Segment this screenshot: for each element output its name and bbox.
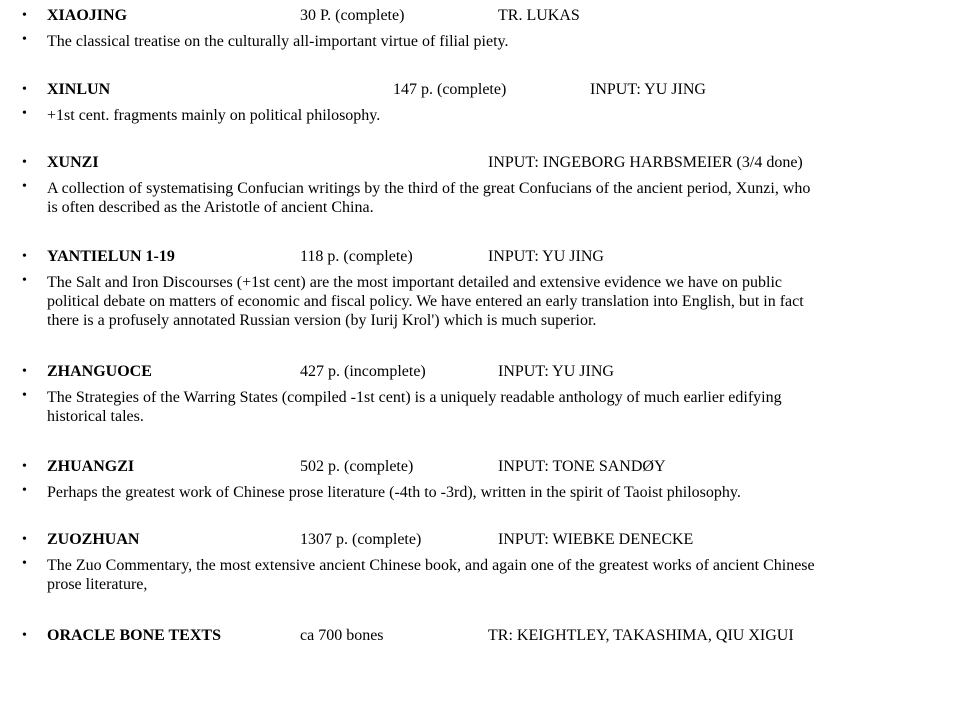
entry-heading [0,530,960,549]
entry-description [0,388,960,426]
entry-credit: INPUT: YU JING [488,248,604,265]
catalog-entry [0,6,960,51]
entry-title: YANTIELUN 1-19 [47,248,175,265]
entry-credit: INPUT: INGEBORG HARBSMEIER (3/4 done) [488,154,803,171]
entry-title: XIAOJING [47,7,128,24]
entry-heading [0,153,960,172]
bullet-icon: • [22,8,27,23]
entry-credit: TR: KEIGHTLEY, TAKASHIMA, QIU XIGUI [488,627,794,644]
description-line: The Zuo Commentary, the most extensive ancient Chinese book, and again one of the greatest works of ancient Chinese [47,557,815,574]
entry-heading [0,80,960,99]
description-line: +1st cent. fragments mainly on political philosophy. [47,107,381,124]
description-text [47,556,952,594]
entry-credit: TR. LUKAS [498,7,580,24]
entry-heading [0,457,960,476]
bullet-icon: • [22,483,27,498]
bullet-icon: • [22,82,27,97]
catalog-entry [0,626,960,645]
description-line: A collection of systematising Confucian writings by the third of the great Confucians of the ancient period, Xunzi, who [47,180,811,197]
entry-pages: 502 p. (complete) [300,458,414,475]
entry-pages: 118 p. (complete) [300,248,413,265]
bullet-icon: • [22,273,27,288]
entry-credit: INPUT: TONE SANDØY [498,458,666,475]
entry-credit: INPUT: WIEBKE DENECKE [498,531,694,548]
catalog-entry [0,530,960,594]
bullet-icon: • [22,388,27,403]
entry-description [0,106,960,125]
entry-title: ORACLE BONE TEXTS [47,627,221,644]
description-line: Perhaps the greatest work of Chinese prose literature (-4th to -3rd), written in the spirit of Taoist philosophy. [47,484,741,501]
catalog-entry [0,80,960,125]
entry-pages: 1307 p. (complete) [300,531,422,548]
catalog-entry [0,153,960,217]
entry-credit: INPUT: YU JING [590,81,706,98]
entry-pages: ca 700 bones [300,627,384,644]
description-text [47,483,952,502]
bullet-icon: • [22,179,27,194]
description-line: historical tales. [47,408,144,425]
description-line: political debate on matters of economic and fiscal policy. We have entered an early translation into English, but in fact [47,293,804,310]
entry-heading [0,247,960,266]
entry-description [0,179,960,217]
bullet-icon: • [22,364,27,379]
description-text [47,32,952,51]
entry-pages: 427 p. (incomplete) [300,363,426,380]
entry-title: ZHUANGZI [47,458,135,475]
description-line: prose literature, [47,576,148,593]
entry-heading [0,6,960,25]
bullet-icon: • [22,106,27,121]
description-line: The Strategies of the Warring States (compiled -1st cent) is a uniquely readable anthology of much earlier edifying [47,389,782,406]
entry-title: XINLUN [47,81,111,98]
catalog-entry [0,362,960,426]
entry-title: ZHANGUOCE [47,363,152,380]
description-line: The classical treatise on the culturally all-important virtue of filial piety. [47,33,509,50]
entry-title: ZUOZHUAN [47,531,140,548]
bullet-icon: • [22,459,27,474]
entry-pages: 30 P. (complete) [300,7,405,24]
entry-description [0,32,960,51]
description-text [47,179,952,217]
bullet-icon: • [22,556,27,571]
bullet-icon: • [22,249,27,264]
entry-credit: INPUT: YU JING [498,363,614,380]
bullet-icon: • [22,628,27,643]
description-text [47,388,952,426]
entry-title: XUNZI [47,154,99,171]
catalog-entry [0,457,960,502]
entry-heading [0,626,960,645]
description-text [47,273,952,330]
description-line: there is a profusely annotated Russian version (by Iurij Krol') which is much superior. [47,312,597,329]
entry-description [0,273,960,330]
description-line: The Salt and Iron Discourses (+1st cent) are the most important detailed and extensive evidence we have on public [47,274,783,291]
entry-heading [0,362,960,381]
entry-description [0,556,960,594]
catalog-entry [0,247,960,330]
description-line: is often described as the Aristotle of ancient China. [47,199,374,216]
bullet-icon: • [22,532,27,547]
entry-pages: 147 p. (complete) [393,81,507,98]
bullet-icon: • [22,155,27,170]
description-text [47,106,952,125]
entry-description [0,483,960,502]
bullet-icon: • [22,32,27,47]
